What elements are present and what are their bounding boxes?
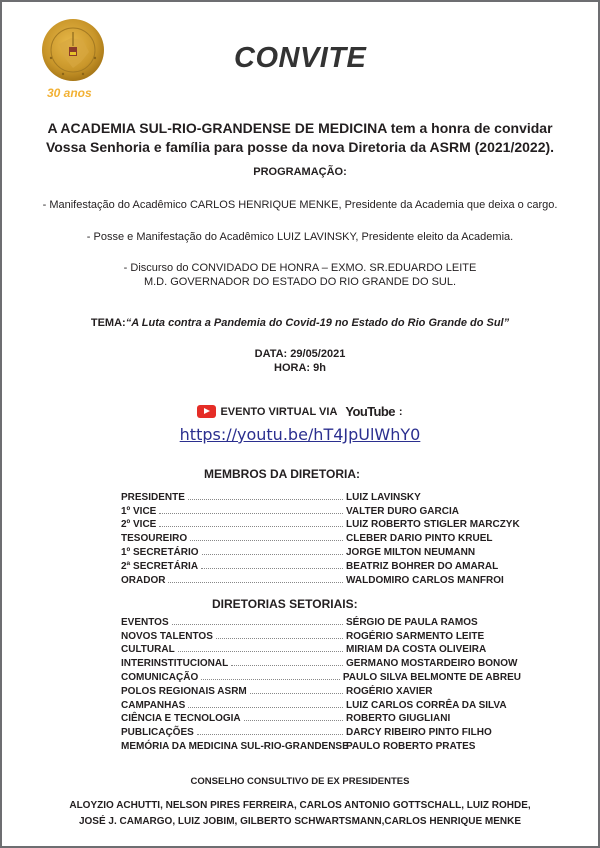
council-line-2: JOSÉ J. CAMARGO, LUIZ JOBIM, GILBERTO SCHWARTSMANN,CARLOS HENRIQUE MENKE [78, 816, 522, 827]
dot-leader [172, 623, 343, 625]
member-name: ROGÉRIO XAVIER [346, 685, 433, 697]
virtual-event-label: EVENTO VIRTUAL VIA [220, 405, 338, 418]
page-title: CONVITE [234, 42, 367, 74]
role-label: EVENTOS [121, 616, 169, 628]
member-name: SÉRGIO DE PAULA RAMOS [346, 616, 478, 628]
dot-leader [188, 706, 343, 708]
member-name: JORGE MILTON NEUMANN [346, 546, 476, 558]
theme-line [2, 317, 598, 329]
roster-row [121, 544, 521, 558]
event-schedule [2, 347, 598, 375]
role-label: COMUNICAÇÃO [121, 671, 199, 683]
member-name: VALTER DURO GARCIA [346, 505, 459, 517]
member-name: CLEBER DARIO PINTO KRUEL [346, 533, 493, 545]
dot-leader [159, 525, 343, 527]
roster-row [121, 642, 521, 656]
youtube-play-icon [197, 405, 216, 418]
virtual-event-colon: : [398, 405, 403, 418]
dot-leader [250, 692, 343, 694]
youtube-wordmark: YouTube [345, 404, 395, 419]
member-name: GERMANO MOSTARDEIRO BONOW [346, 658, 518, 670]
role-label: NOVOS TALENTOS [121, 630, 213, 642]
council-members [2, 798, 598, 830]
dot-leader [201, 567, 343, 569]
member-name: LUIZ CARLOS CORRÊA DA SILVA [346, 699, 507, 711]
role-label: CULTURAL [121, 644, 175, 656]
role-label: POLOS REGIONAIS ASRM [121, 685, 247, 697]
roster-row [121, 697, 521, 711]
role-label: TESOUREIRO [121, 533, 188, 545]
dot-leader [188, 498, 343, 500]
virtual-event-line [2, 404, 598, 419]
role-label: PRESIDENTE [121, 491, 185, 503]
program-heading: PROGRAMAÇÃO: [253, 166, 347, 178]
program-item-3-continued: M.D. GOVERNADOR DO ESTADO DO RIO GRANDE DO SUL. [143, 276, 457, 288]
member-name: DARCY RIBEIRO PINTO FILHO [346, 727, 492, 739]
youtube-link[interactable]: https://youtu.be/hT4JpUlWhY0 [179, 425, 421, 444]
roster-row [121, 711, 521, 725]
role-label: ORADOR [121, 574, 166, 586]
dot-leader [201, 678, 340, 680]
roster-row [121, 489, 521, 503]
member-name: BEATRIZ BOHRER DO AMARAL [346, 560, 499, 572]
program-item-2: - Posse e Manifestação do Acadêmico LUIZ LAVINSKY, Presidente eleito da Academia. [86, 231, 514, 243]
youtube-link-container [2, 425, 598, 445]
event-date: DATA: 29/05/2021 [254, 348, 346, 360]
program-item-1: - Manifestação do Acadêmico CARLOS HENRIQUE MENKE, Presidente da Academia que deixa o cargo. [42, 199, 558, 211]
program-item-3: - Discurso do CONVIDADO DE HONRA – EXMO. SR.EDUARDO LEITE [123, 262, 477, 274]
dot-leader [197, 733, 343, 735]
role-label: 2ª SECRETÁRIA [121, 560, 199, 572]
academy-medallion-logo-icon [41, 18, 105, 82]
member-name: ROGÉRIO SARMENTO LEITE [346, 630, 485, 642]
roster-row [121, 669, 521, 683]
council-line-1: ALOYZIO ACHUTTI, NELSON PIRES FERREIRA, CARLOS ANTONIO GOTTSCHALL, LUIZ ROHDE, [69, 800, 531, 811]
member-name: MIRIAM DA COSTA OLIVEIRA [346, 644, 487, 656]
roster-row [121, 724, 521, 738]
role-label: 1º VICE [121, 505, 157, 517]
roster-row [121, 628, 521, 642]
roster-row [121, 655, 521, 669]
anniversary-caption: 30 anos [47, 86, 92, 100]
roster-row [121, 530, 521, 544]
intro-line-1: A ACADEMIA SUL-RIO-GRANDENSE DE MEDICINA tem a honra de convidar [47, 120, 553, 136]
roster-row [121, 738, 521, 752]
dot-leader [168, 581, 343, 583]
intro-paragraph [2, 119, 598, 157]
theme-label: TEMA: [90, 317, 126, 329]
dot-leader [244, 719, 343, 721]
member-name: LUIZ LAVINSKY [346, 491, 421, 503]
member-name: PAULO ROBERTO PRATES [346, 740, 476, 752]
roster-row [121, 683, 521, 697]
dot-leader [178, 650, 343, 652]
event-time: HORA: 9h [274, 362, 326, 374]
roster-row [121, 517, 521, 531]
role-label: INTERINSTITUCIONAL [121, 658, 229, 670]
theme-text: “A Luta contra a Pandemia do Covid-19 no Estado do Rio Grande do Sul” [125, 317, 510, 329]
intro-line-2: Vossa Senhoria e família para posse da nova Diretoria da ASRM (2021/2022). [45, 139, 555, 155]
dot-leader [202, 553, 343, 555]
roster-row [121, 614, 521, 628]
dot-leader [159, 512, 343, 514]
role-label: CAMPANHAS [121, 699, 186, 711]
member-name: ROBERTO GIUGLIANI [346, 713, 451, 725]
roster-row [121, 503, 521, 517]
dot-leader [216, 637, 343, 639]
board-roster [121, 489, 521, 586]
dot-leader [190, 539, 343, 541]
member-name: WALDOMIRO CARLOS MANFROI [346, 574, 504, 586]
role-label: MEMÓRIA DA MEDICINA SUL-RIO-GRANDENSE [121, 740, 349, 752]
sectoral-roster [121, 614, 521, 752]
role-label: 2º VICE [121, 519, 157, 531]
role-label: 1º SECRETÁRIO [121, 546, 199, 558]
member-name: PAULO SILVA BELMONTE DE ABREU [342, 671, 521, 683]
dot-leader [231, 664, 343, 666]
sectoral-heading: DIRETORIAS SETORIAIS: [212, 597, 358, 611]
council-heading: CONSELHO CONSULTIVO DE EX PRESIDENTES [190, 776, 410, 787]
role-label: PUBLICAÇÕES [121, 727, 194, 739]
member-name: LUIZ ROBERTO STIGLER MARCZYK [346, 519, 520, 531]
role-label: CIÊNCIA E TECNOLOGIA [121, 713, 241, 725]
roster-row [121, 558, 521, 572]
board-heading: MEMBROS DA DIRETORIA: [204, 467, 360, 481]
roster-row [121, 572, 521, 586]
